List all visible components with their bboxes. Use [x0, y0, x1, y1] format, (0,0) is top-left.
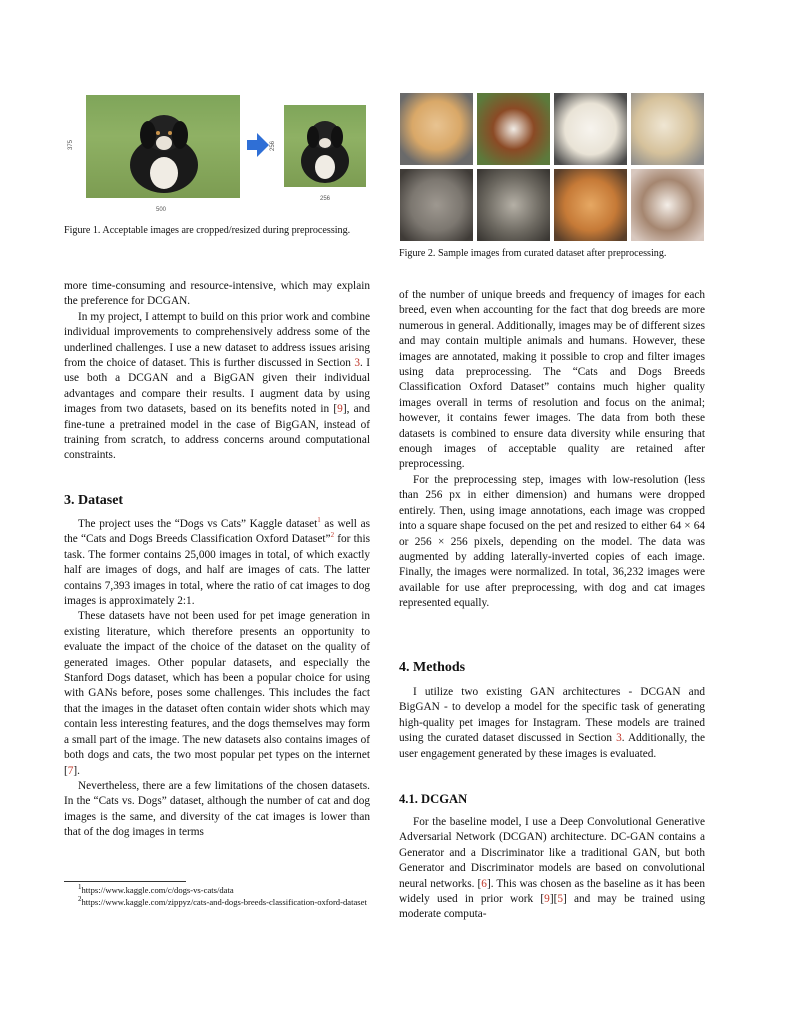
sample-dog-image-1 — [400, 93, 473, 165]
subsection-4-1-heading: 4.1. DCGAN — [399, 792, 468, 806]
left-paragraph-1: more time-consuming and resource-intensive, which may explain the preference for DCGAN. — [64, 280, 370, 308]
sample-cat-image-3 — [554, 169, 627, 241]
footnote-ref-1[interactable]: 1 — [317, 516, 321, 525]
citation-ref[interactable]: 9 — [544, 893, 550, 906]
section-4-heading: 4. Methods — [399, 660, 466, 675]
right-column-bottom — [399, 815, 705, 923]
left-paragraph-3: The project uses the “Dogs vs Cats” Kaggle dataset$^1$ as well as the “Cats and Dogs Breeds Classification Oxford Dataset”$^2$ for this task. The former contains 25,000 images in total, of which exactly half are images of dogs, and half are images of cats. The latter contains 7,393 images in total, where the ratio of cat images to dog images is approximately 2:1. — [64, 516, 370, 608]
footnote-ref-2[interactable]: 2 — [330, 531, 335, 540]
right-paragraph-3: I utilize two existing GAN architectures - DCGAN and BigGAN - to develop a model for the specific task of generating high-quality pet images for Instagram. These models are trained using the curated dataset discussed in Section 3. Additionally, the user engagement generated by these images is evaluated. — [399, 686, 705, 760]
orig-height-label: 375 — [68, 139, 75, 151]
citation-ref[interactable]: 7 — [67, 764, 74, 777]
left-paragraph-4: These datasets have not been used for pet image generation in existing literature, which therefore presents an opportunity to evaluate the impact of the choice of the dataset on the quality of generated images. Other popular datasets, and especially the Stanford Dogs dataset, which has been a popular choice for using with GANs before, poses some challenges. This includes the fact that the images in the dataset often contain wider shots which may contain less interesting features, and the dogs themselves may form a small part of the image. The new datasets also contains images of both dogs and cats, the two most popular pet types on the internet [7]. — [64, 610, 370, 777]
left-column-bottom — [64, 517, 370, 841]
section-3-heading: 3. Dataset — [64, 493, 124, 508]
footnote-divider — [64, 881, 186, 882]
footnote-1: $^1$https://www.kaggle.com/c/dogs-vs-cats/data — [78, 883, 234, 895]
resized-dog-photo — [284, 105, 366, 187]
left-paragraph-2: In my project, I attempt to build on this prior work and combine individual improvements to comprehensively address some of the underlined challenges. I use a new dataset to address issues arising from the choice of dataset. This is further discussed in Section 3. I use both a DCGAN and a BigGAN given their individual advantages and compare their results. I augment data by using images from two datasets, based on its benefits noted in [9], and fine-tune a pretrained model in the case of BigGAN, instead of training from scratch, to address concerns around computational constraints. — [64, 310, 370, 462]
original-dog-photo — [86, 95, 240, 198]
right-paragraph-1: of the number of unique breeds and frequency of images for each breed, even when accounting for the fact that dog breeds are more numerous in general. Additionally, images may be of different sizes and may contain multiple animals and humans. However, these images are annotated, making it possible to crop and filter images using data preprocessing. The “Cats and Dogs Breeds Classification Oxford Dataset” contains much higher quality images overall in terms of resolution and focus on the animal; however, it contains fewer images. The data from both these datasets is combined to ensure data diversity while ensuring that enough images of acceptable quality are retained after preprocessing. — [399, 289, 705, 471]
right-column-middle — [399, 685, 705, 762]
right-paragraph-2: For the preprocessing step, images with low-resolution (less than 256 px in either dimension) and humans were dropped entirely. Then, using image annotations, each image was cropped into a square shape focused on the pet and resized to either 64 × 64 or 256 × 256 pixels, depending on the model. The data was augmented by adding laterally-inverted copies of each image. Finally, the images were normalized. In total, 36,232 images were available for use after preprocessing, with dog and cat images represented equally. — [399, 473, 705, 610]
citation-ref[interactable]: 9 — [337, 403, 343, 416]
left-column-top — [64, 279, 370, 464]
figure-2-caption: Figure 2. Sample images from curated dataset after preprocessing. — [399, 248, 667, 259]
right-paragraph-4: For the baseline model, I use a Deep Convolutional Generative Adversarial Network (DCGAN) architecture. DC-GAN contains a Generator and a Discriminator like a traditional GAN, but both Generator and Discriminator models are based on convolutional neural networks. [6]. This was chosen as the baseline as it has been widely used in prior work [9][5] and may be trained using moderate computa- — [399, 816, 705, 921]
footnote-2: $^2$https://www.kaggle.com/zippyz/cats-and-dogs-breeds-classification-oxford-dataset — [78, 895, 367, 907]
sample-cat-image-4 — [631, 169, 704, 241]
figure-1-caption: Figure 1. Acceptable images are cropped/resized during preprocessing. — [64, 225, 351, 236]
resized-width-label: 256 — [320, 196, 331, 202]
left-paragraph-5: Nevertheless, there are a few limitations of the chosen datasets. In the “Cats vs. Dogs” dataset, although the number of cat and dog images is the same, and diversity of the cat images is lower than that of the dog images in terms — [64, 779, 370, 839]
arrow-right-icon — [247, 133, 269, 157]
resized-height-label: 256 — [270, 140, 277, 152]
sample-dog-image-3 — [554, 93, 627, 165]
sample-dog-image-4 — [631, 93, 704, 165]
orig-width-label: 500 — [156, 207, 167, 213]
sample-cat-image-2 — [477, 169, 550, 241]
citation-ref[interactable]: 5 — [557, 893, 563, 906]
sample-cat-image-1 — [400, 169, 473, 241]
citation-ref[interactable]: 6 — [481, 877, 487, 890]
section-ref[interactable]: 3 — [616, 732, 622, 745]
section-ref[interactable]: 3 — [354, 357, 360, 370]
sample-dog-image-2 — [477, 93, 550, 165]
right-column-top — [399, 288, 705, 612]
